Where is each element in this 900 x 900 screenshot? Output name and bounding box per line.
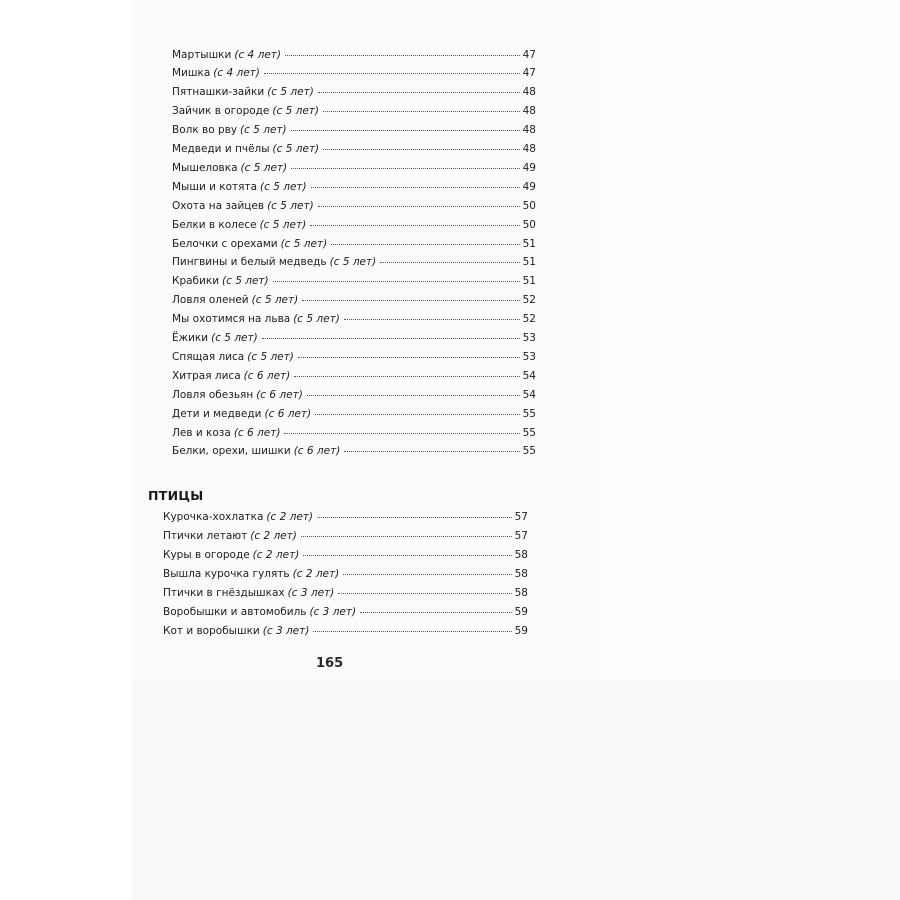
toc-entry-page: 53 — [522, 350, 536, 363]
toc-entry-page: 48 — [522, 124, 536, 137]
toc-entry-title: Воробышки и автомобиль — [163, 605, 307, 618]
toc-entry-page: 51 — [522, 237, 536, 250]
toc-entry-page: 54 — [522, 388, 536, 401]
toc-dot-leader — [331, 241, 519, 245]
toc-entry-page: 57 — [514, 510, 528, 523]
toc-dot-leader — [298, 354, 520, 358]
toc-entry — [172, 162, 536, 175]
toc-entry-title: Хитрая лиса — [172, 369, 241, 382]
toc-entry-age: (с 3 лет) — [262, 624, 310, 637]
toc-entry — [172, 389, 536, 402]
toc-entry-page: 48 — [522, 143, 536, 155]
toc-entry-title: Мартышки — [172, 48, 232, 61]
toc-dot-leader — [315, 411, 520, 415]
toc-dot-leader — [285, 52, 520, 56]
toc-dot-leader — [313, 628, 511, 632]
toc-entry-age: (с 6 лет) — [233, 426, 281, 439]
toc-entry — [163, 606, 528, 619]
toc-dot-leader — [323, 146, 519, 150]
toc-dot-leader — [343, 571, 511, 575]
toc-entry-age: (с 5 лет) — [211, 332, 258, 344]
toc-entry — [172, 219, 536, 232]
toc-entry-title: Зайчик в огороде — [172, 105, 270, 118]
toc-entry — [172, 49, 536, 62]
toc-entry-page: 52 — [522, 313, 536, 326]
toc-entry-page: 48 — [522, 105, 536, 118]
toc-entry — [172, 256, 536, 269]
toc-entry-age: (с 2 лет) — [292, 567, 340, 580]
toc-dot-leader — [302, 297, 519, 301]
toc-entry-age: (с 5 лет) — [260, 180, 307, 193]
toc-entry — [172, 124, 536, 137]
toc-dot-leader — [311, 184, 520, 188]
toc-entry-title: Пятнашки-зайки — [172, 86, 265, 99]
toc-entry-age: (с 3 лет) — [287, 586, 335, 599]
toc-entry — [163, 511, 528, 524]
toc-entry-title: Крабики — [172, 275, 220, 288]
toc-dot-leader — [284, 430, 519, 434]
toc-entry-page: 57 — [514, 529, 528, 542]
toc-dot-leader — [307, 392, 520, 396]
toc-entry-age: (с 6 лет) — [293, 445, 341, 458]
toc-entry — [172, 143, 536, 156]
toc-entry-page: 47 — [522, 48, 536, 61]
toc-entry — [172, 408, 536, 421]
toc-entry — [172, 427, 536, 440]
toc-entry-page: 58 — [514, 548, 528, 561]
toc-dot-leader — [344, 316, 520, 320]
toc-entry-age: (с 6 лет) — [264, 407, 312, 420]
toc-entry-page: 54 — [522, 369, 536, 382]
toc-entry-age: (с 5 лет) — [240, 161, 288, 174]
toc-entry-title: Вышла курочка гулять — [163, 567, 290, 580]
toc-entry-title: Медведи и пчёлы — [172, 143, 270, 155]
toc-entry-page: 55 — [522, 426, 536, 439]
toc-entry-page: 49 — [522, 180, 536, 193]
toc-dot-leader — [318, 203, 520, 207]
toc-entry-page: 50 — [522, 218, 536, 231]
toc-dot-leader — [264, 70, 520, 74]
toc-entry — [163, 568, 528, 581]
toc-entry-age: (с 5 лет) — [272, 105, 320, 118]
toc-entry-age: (с 5 лет) — [267, 199, 314, 212]
toc-dot-leader — [291, 127, 520, 131]
toc-entry-title: Мышеловка — [172, 161, 238, 174]
toc-entry — [172, 200, 536, 213]
toc-entry-title: Куры в огороде — [163, 548, 250, 561]
toc-entry-age: (с 3 лет) — [309, 605, 357, 618]
page-number: 165 — [316, 656, 344, 671]
toc-entry — [172, 370, 536, 383]
toc-dot-leader — [318, 89, 520, 93]
toc-entry-title: Курочка-хохлатка — [163, 510, 264, 523]
toc-entry-title: Кот и воробышки — [163, 624, 260, 637]
toc-entry-age: (с 5 лет) — [222, 275, 269, 288]
toc-entry-age: (с 5 лет) — [259, 218, 307, 231]
toc-entry-page: 55 — [522, 445, 536, 458]
toc-entry-age: (с 5 лет) — [329, 256, 377, 269]
toc-entry-title: Пингвины и белый медведь — [172, 256, 327, 269]
toc-entry-title: Мишка — [172, 67, 211, 80]
toc-entry — [172, 181, 536, 194]
toc-entry-page: 58 — [514, 567, 528, 580]
toc-entry-age: (с 5 лет) — [267, 86, 314, 99]
toc-entry-page: 47 — [522, 67, 536, 80]
toc-entry-title: Ёжики — [172, 332, 209, 344]
toc-entry-page: 59 — [514, 624, 528, 637]
toc-dot-leader — [273, 278, 520, 282]
toc-entry-title: Ловля оленей — [172, 294, 249, 307]
toc-dot-leader — [294, 373, 519, 377]
toc-entry-title: Охота на зайцев — [172, 199, 265, 212]
toc-entry-age: (с 4 лет) — [234, 48, 281, 61]
toc-entry-page: 51 — [522, 275, 536, 288]
toc-entry — [172, 445, 536, 458]
toc-dot-leader — [323, 108, 520, 112]
toc-dot-leader — [262, 335, 520, 339]
toc-entry-title: Белочки с орехами — [172, 237, 278, 250]
toc-entry-page: 52 — [522, 294, 536, 307]
toc-entry-age: (с 5 лет) — [240, 124, 287, 137]
toc-entry-title: Дети и медведи — [172, 407, 262, 420]
toc-entry-age: (с 5 лет) — [247, 350, 294, 363]
toc-dot-leader — [380, 259, 519, 263]
toc-entry-title: Белки, орехи, шишки — [172, 445, 291, 458]
toc-dot-leader — [344, 448, 519, 452]
toc-entry — [172, 313, 536, 326]
toc-dot-leader — [301, 533, 512, 537]
toc-entry — [172, 238, 536, 251]
toc-entry-age: (с 2 лет) — [250, 529, 297, 542]
toc-entry-age: (с 2 лет) — [252, 548, 300, 561]
toc-dot-leader — [310, 222, 519, 226]
toc-entry-title: Ловля обезьян — [172, 388, 254, 401]
toc-entry — [163, 530, 528, 543]
toc-entry — [172, 67, 536, 80]
toc-entry-page: 50 — [522, 199, 536, 212]
section-heading: ПТИЦЫ — [148, 488, 204, 503]
toc-entry — [172, 351, 536, 364]
toc-entry-title: Птички летают — [163, 529, 248, 542]
toc-entry-age: (с 2 лет) — [266, 510, 314, 523]
toc-entry — [163, 549, 528, 562]
toc-dot-leader — [303, 552, 511, 556]
toc-entry — [172, 332, 536, 345]
toc-dot-leader — [338, 590, 511, 594]
toc-entry-title: Мы охотимся на льва — [172, 313, 291, 326]
toc-entry-title: Мыши и котята — [172, 180, 258, 193]
toc-entry-age: (с 5 лет) — [280, 237, 328, 250]
toc-entry — [163, 587, 528, 600]
toc-entry — [172, 105, 536, 118]
toc-entry-page: 58 — [514, 586, 528, 599]
toc-dot-leader — [291, 165, 519, 169]
toc-entry — [172, 275, 536, 288]
toc-entry-title: Птички в гнёздышках — [163, 586, 285, 599]
toc-entry-page: 53 — [522, 332, 536, 344]
toc-entry-age: (с 5 лет) — [251, 294, 299, 307]
toc-entry-title: Волк во рву — [172, 124, 238, 137]
toc-entry-title: Спящая лиса — [172, 350, 245, 363]
toc-entry-age: (с 6 лет) — [256, 388, 303, 401]
toc-dot-leader — [317, 514, 512, 518]
toc-entry-title: Белки в колесе — [172, 218, 257, 231]
toc-entry-age: (с 5 лет) — [293, 313, 340, 326]
toc-entry-age: (с 4 лет) — [213, 67, 260, 80]
toc-entry — [172, 86, 536, 99]
toc-entry-page: 49 — [522, 161, 536, 174]
toc-entry — [172, 294, 536, 307]
toc-entry-page: 55 — [522, 407, 536, 420]
toc-entry — [163, 625, 528, 638]
toc-dot-leader — [360, 609, 512, 613]
toc-entry-page: 59 — [514, 605, 528, 618]
toc-entry-age: (с 5 лет) — [272, 143, 320, 155]
toc-entry-age: (с 6 лет) — [243, 369, 291, 382]
toc-entry-page: 48 — [522, 86, 536, 99]
toc-entry-title: Лев и коза — [172, 426, 231, 439]
toc-entry-page: 51 — [522, 256, 536, 269]
